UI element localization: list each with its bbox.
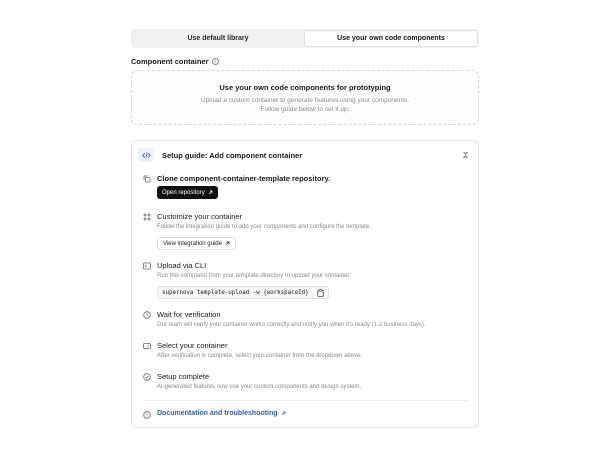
step-5-description: After verification is complete, select your container from the dropdown above. <box>157 353 363 359</box>
component-container-label-text: Component container <box>131 57 209 66</box>
setup-guide-header[interactable] <box>132 141 478 169</box>
setup-guide-title: Setup guide: Add component container <box>162 151 303 160</box>
cli-command-box <box>157 286 329 299</box>
clipboard-icon[interactable] <box>317 289 324 297</box>
view-integration-guide-button[interactable] <box>157 237 236 250</box>
copy-icon <box>143 175 151 183</box>
step-4-description: Our team will verify your container works correctly and notify you when it's ready (1-2 business days). <box>157 322 426 328</box>
open-repository-label: Open repository <box>162 189 205 196</box>
info-icon[interactable]: i <box>212 58 219 65</box>
documentation-link-label: Documentation and troubleshooting <box>157 410 278 417</box>
external-link-icon <box>281 411 286 416</box>
use-default-library-option[interactable]: Use default library <box>187 35 249 42</box>
collapse-chevrons-icon[interactable] <box>462 151 469 159</box>
dropzone-line-2: Follow guide below to set it up. <box>260 106 350 113</box>
dropzone-line-1: Upload a custom container to generate features using your components. <box>200 97 410 104</box>
code-icon <box>138 148 154 162</box>
dropzone-description <box>132 96 478 114</box>
external-link-icon <box>208 190 213 195</box>
step-1-title: Clone component-container-template repository. <box>157 174 331 183</box>
view-integration-guide-label: View integration guide <box>163 240 222 247</box>
step-2-description: Follow the integration guide to add your components and configure the template. <box>157 224 371 230</box>
help-circle-icon <box>143 411 151 419</box>
open-repository-button[interactable] <box>157 186 218 199</box>
step-6-description: AI-generated features now use your custom components and design system. <box>157 384 362 390</box>
check-circle-icon <box>143 373 151 381</box>
step-5-title: Select your container <box>157 341 228 350</box>
external-link-icon <box>225 241 230 246</box>
terminal-icon <box>143 262 151 270</box>
guide-divider <box>143 400 467 401</box>
setup-guide-panel <box>131 140 479 428</box>
select-icon <box>143 342 151 350</box>
step-3-title: Upload via CLI <box>157 261 207 270</box>
components-icon <box>143 213 151 221</box>
step-6-title: Setup complete <box>157 372 210 381</box>
clock-icon <box>143 311 151 319</box>
dropzone-title: Use your own code components for prototyping <box>219 83 391 92</box>
component-container-dropzone <box>131 70 479 125</box>
step-3-description: Run this command from your template directory to upload your container: <box>157 273 352 279</box>
step-2-title: Customize your container <box>157 212 243 221</box>
step-4-title: Wait for verification <box>157 310 221 319</box>
library-source-toggle <box>131 29 479 48</box>
component-container-label <box>131 57 219 66</box>
documentation-link[interactable] <box>157 410 286 417</box>
use-own-components-option[interactable]: Use your own code components <box>304 30 478 47</box>
cli-command-text: supernova template-upload -w {workspaceId} <box>162 289 309 296</box>
